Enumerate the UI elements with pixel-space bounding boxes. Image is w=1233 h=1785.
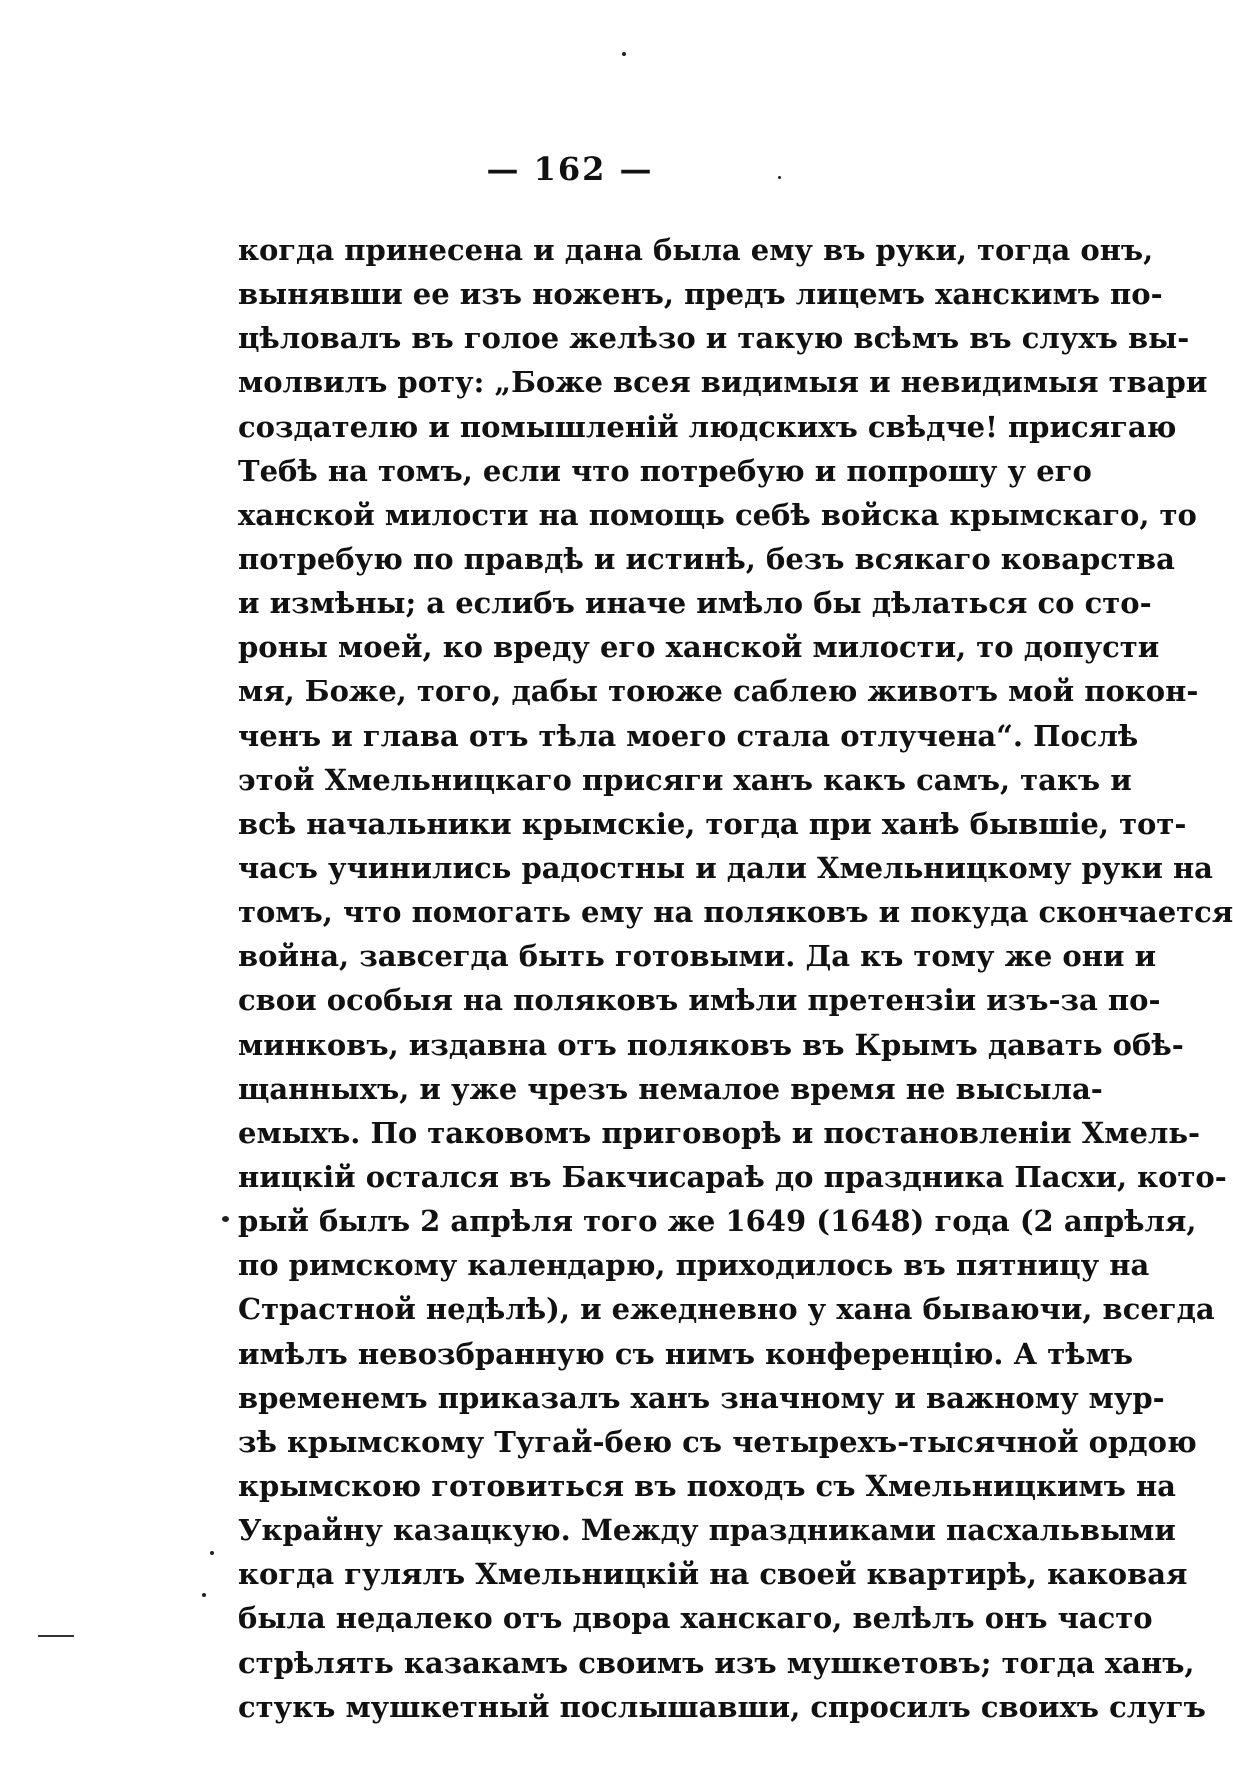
text-line: и измѣны; а еслибъ иначе имѣло бы дѣлаться со сто- xyxy=(238,586,1152,621)
scan-speck xyxy=(778,176,781,179)
text-line: емыхъ. По таковомъ приговорѣ и постановленiи Хмель- xyxy=(238,1115,1201,1150)
text-line: ханской милости на помощь себѣ войска крымскаго, то xyxy=(238,497,1197,532)
text-line: создателю и помышленiй людскихъ свѣдче! присягаю xyxy=(238,409,1177,444)
text-line: крымскою готовиться въ походъ съ Хмельницкимъ на xyxy=(238,1468,1176,1503)
text-line: этой Хмельницкаго присяги ханъ какъ самъ, такъ и xyxy=(238,762,1132,797)
scan-speck xyxy=(202,1593,206,1597)
text-line: минковъ, издавна отъ поляковъ въ Крымъ давать обѣ- xyxy=(238,1027,1184,1062)
text-line: цѣловалъ въ голое желѣзо и такую всѣмъ въ слухъ вы- xyxy=(238,321,1190,356)
text-line: рый былъ 2 апрѣля того же 1649 (1648) года (2 апрѣля, xyxy=(238,1204,1197,1239)
text-line: щанныхъ, и уже чрезъ немалое время не высыла- xyxy=(238,1071,1103,1106)
text-line: вынявши ее изъ ноженъ, предъ лицемъ ханскимъ по- xyxy=(238,277,1163,312)
text-line: Страстной недѣлѣ), и ежедневно у хана бываючи, всегда xyxy=(238,1292,1215,1327)
scan-speck xyxy=(222,1216,229,1222)
text-line: роны моей, ко вреду его ханской милости, то допусти xyxy=(238,630,1160,665)
text-line: ченъ и глава отъ тѣла моего стала отлучена“. Послѣ xyxy=(238,718,1139,753)
text-line: зѣ крымскому Тугай-бею съ четырехъ-тысячной ордою xyxy=(238,1424,1197,1459)
scan-dash-mark xyxy=(38,1635,74,1637)
text-line: стрѣлять казакамъ своимъ изъ мушкетовъ; тогда ханъ, xyxy=(238,1645,1195,1680)
text-line: по римскому календарю, приходилось въ пятницу на xyxy=(238,1248,1150,1283)
scan-speck xyxy=(210,1551,214,1555)
text-line: Тебѣ на томъ, если что потребую и попрошу у его xyxy=(238,453,1092,488)
text-line: имѣлъ невозбранную съ нимъ конференцiю. А тѣмъ xyxy=(238,1336,1134,1371)
text-line: Украйну казацкую. Между праздниками пасхальвыми xyxy=(238,1513,1176,1548)
text-line: была недалеко отъ двора ханскаго, велѣлъ онъ часто xyxy=(238,1601,1153,1636)
text-line: стукъ мушкетный послышавши, спросилъ своихъ слугъ xyxy=(238,1689,1206,1724)
body-text xyxy=(238,228,1233,1729)
text-line: томъ, что помогать ему на поляковъ и покуда скончается xyxy=(238,895,1233,930)
text-line: часъ учинились радостны и дали Хмельницкому руки на xyxy=(238,850,1213,885)
text-line: молвилъ роту: „Боже всея видимыя и невидимыя твари xyxy=(238,365,1208,400)
text-line: когда принесена и дана была ему въ руки, тогда онъ, xyxy=(238,233,1154,267)
text-line: война, завсегда быть готовыми. Да къ тому же они и xyxy=(238,939,1157,974)
text-line: временемъ приказалъ ханъ значному и важному мур- xyxy=(238,1380,1165,1415)
text-line: ницкiй остался въ Бакчисараѣ до праздника Пасхи, кото- xyxy=(238,1159,1227,1194)
text-line: когда гулялъ Хмельницкiй на своей квартирѣ, каковая xyxy=(238,1557,1188,1592)
text-line: мя, Боже, того, дабы тоюже саблею животъ мой покон- xyxy=(238,674,1199,709)
page-number: — 162 — xyxy=(486,150,654,188)
text-line: свои особыя на поляковъ имѣли претензiи изъ-за по- xyxy=(238,983,1161,1018)
text-line: всѣ начальники крымскiе, тогда при ханѣ бывшiе, тот- xyxy=(238,806,1187,841)
text-line: потребую по правдѣ и истинѣ, безъ всякаго коварства xyxy=(238,541,1175,576)
scan-speck xyxy=(622,52,626,56)
